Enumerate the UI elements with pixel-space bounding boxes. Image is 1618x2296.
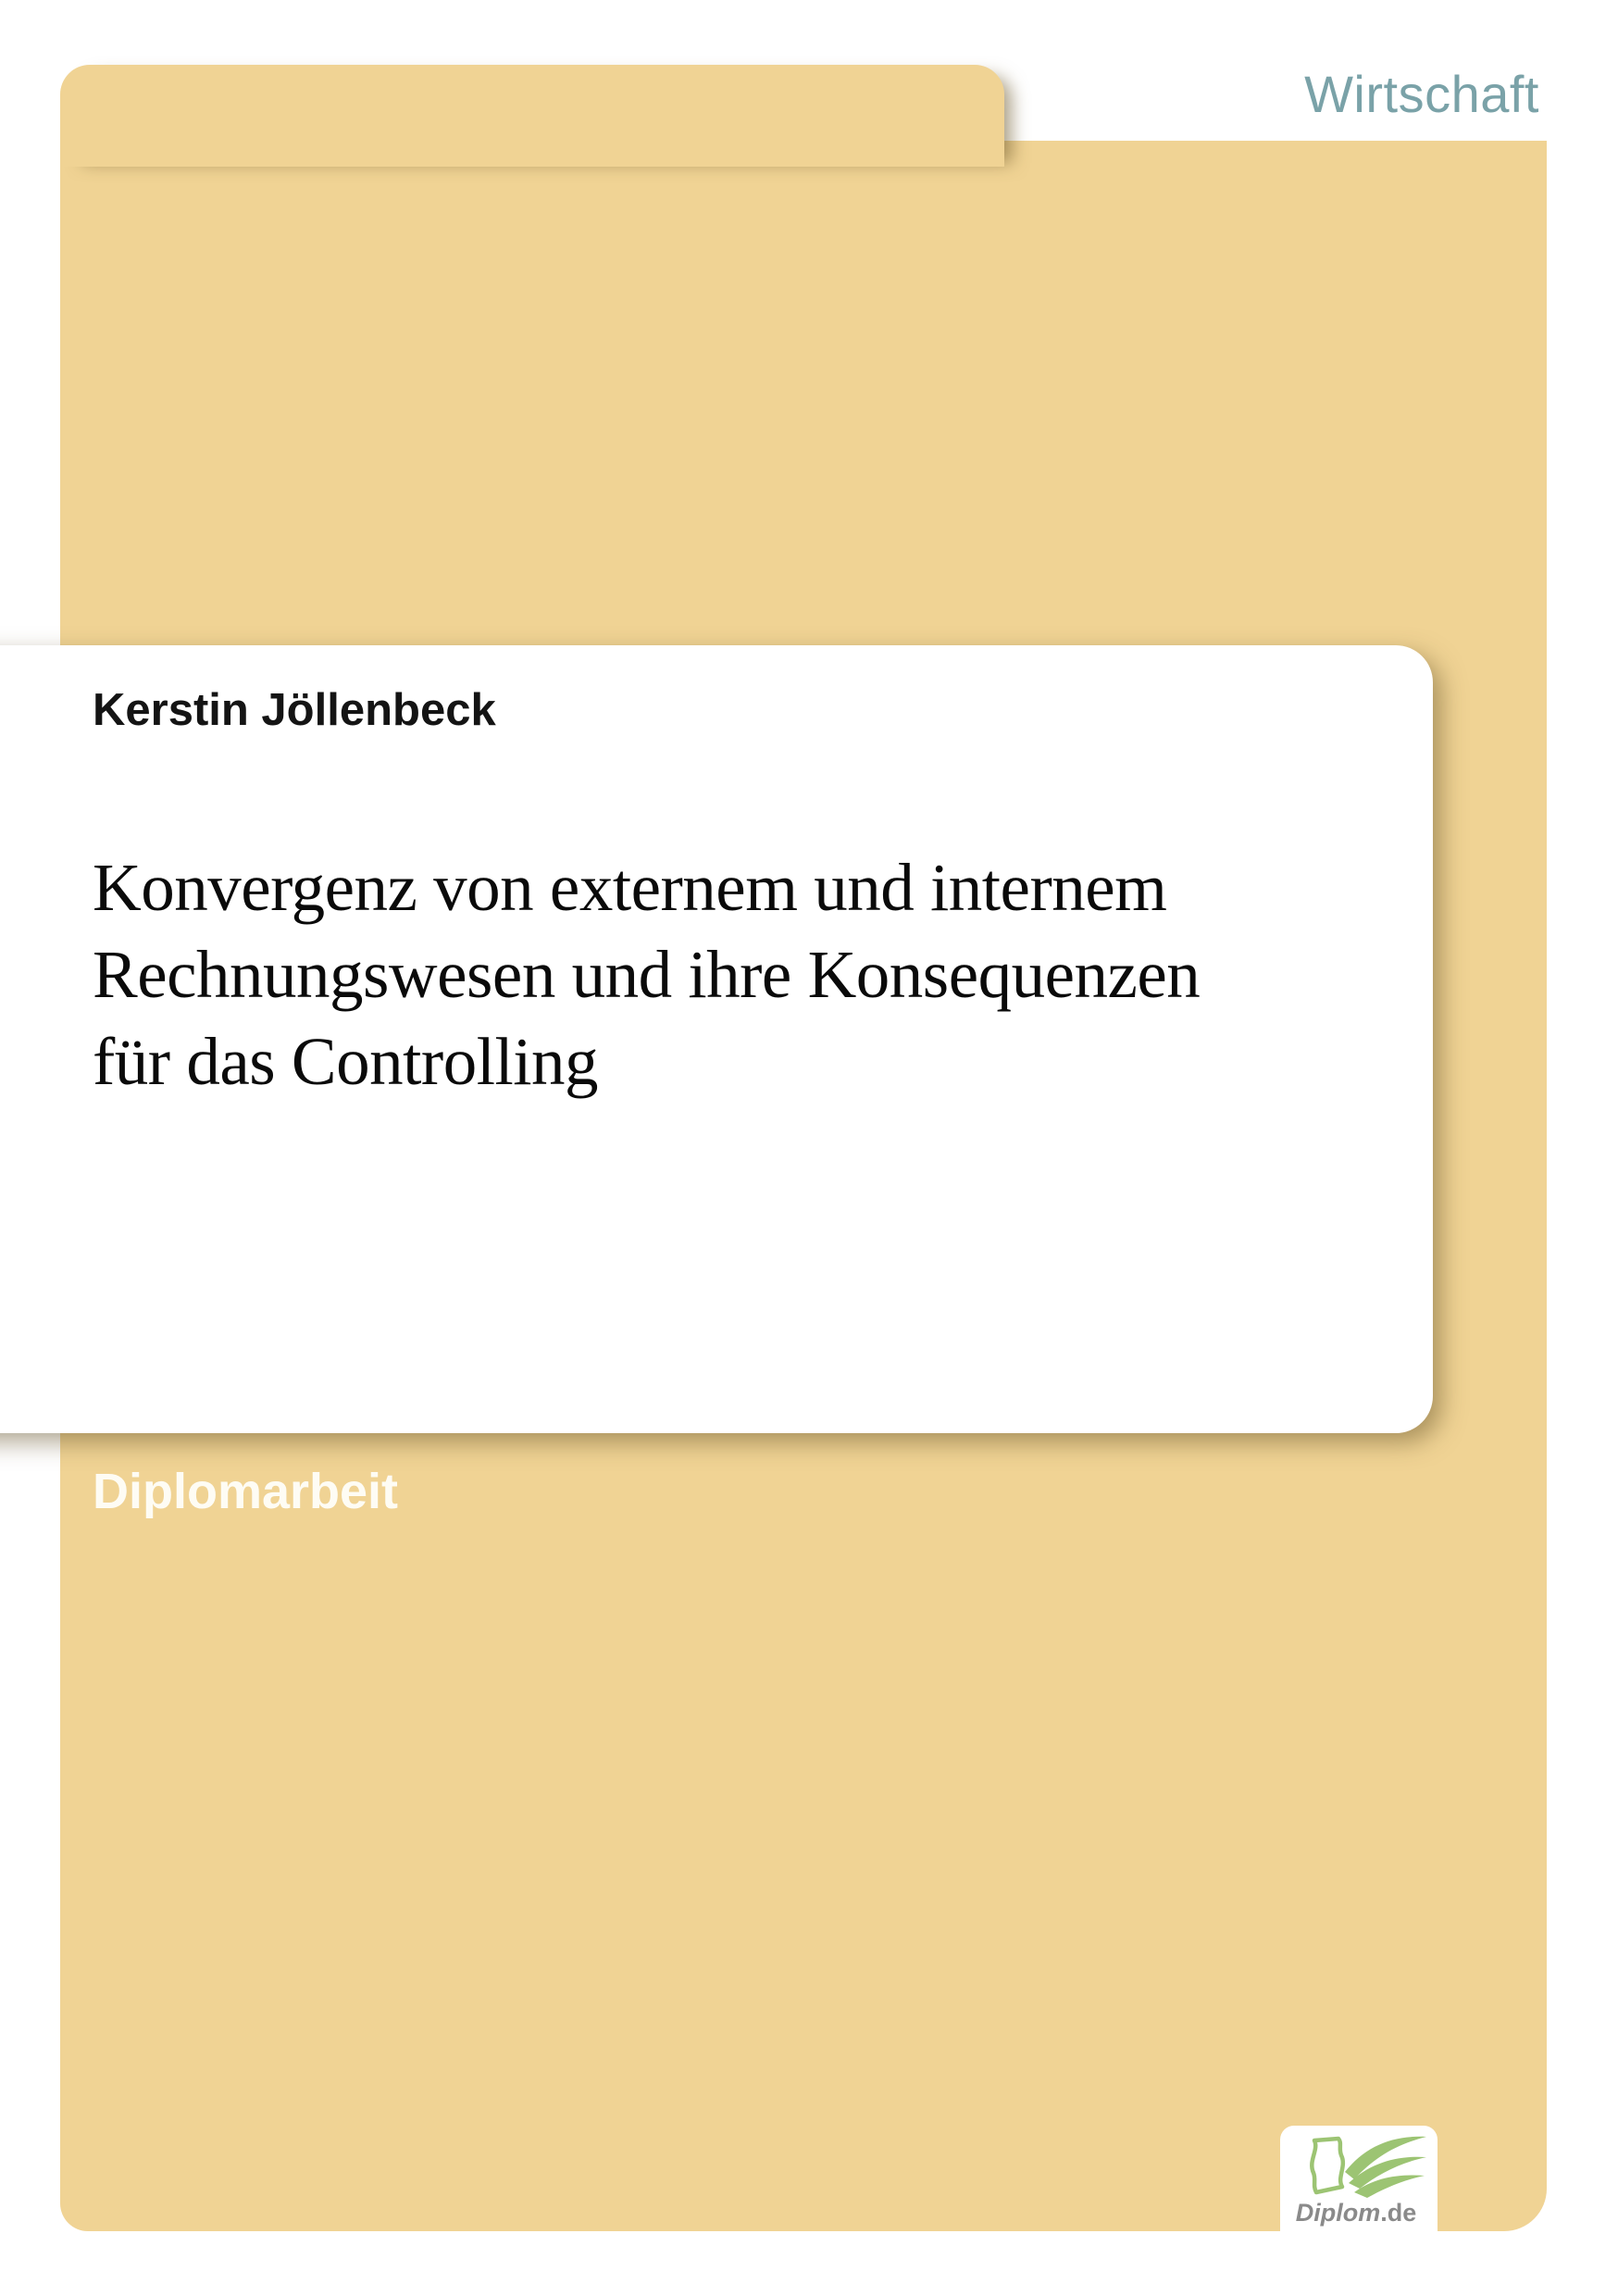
title-card [0, 645, 1433, 1433]
publisher-logo-text [1280, 2198, 1432, 2227]
title-line: für das Controlling [93, 1024, 599, 1099]
category-label: Wirtschaft [1304, 65, 1539, 123]
title-line: Rechnungswesen und ihre Konsequenzen [93, 937, 1201, 1012]
thesis-title [93, 844, 1416, 1105]
logo-text-suffix: .de [1380, 2199, 1417, 2227]
author-name: Kerstin Jöllenbeck [93, 685, 496, 735]
book-page-outline [1312, 2139, 1343, 2192]
publisher-logo [1280, 2126, 1438, 2296]
cover-folder-tab-shape [60, 65, 1004, 167]
title-line: Konvergenz von externem und internem [93, 850, 1167, 925]
document-type-label: Diplomarbeit [93, 1464, 399, 1519]
book-with-swoosh-icon [1289, 2131, 1428, 2205]
logo-text-main: Diplom [1295, 2199, 1381, 2227]
